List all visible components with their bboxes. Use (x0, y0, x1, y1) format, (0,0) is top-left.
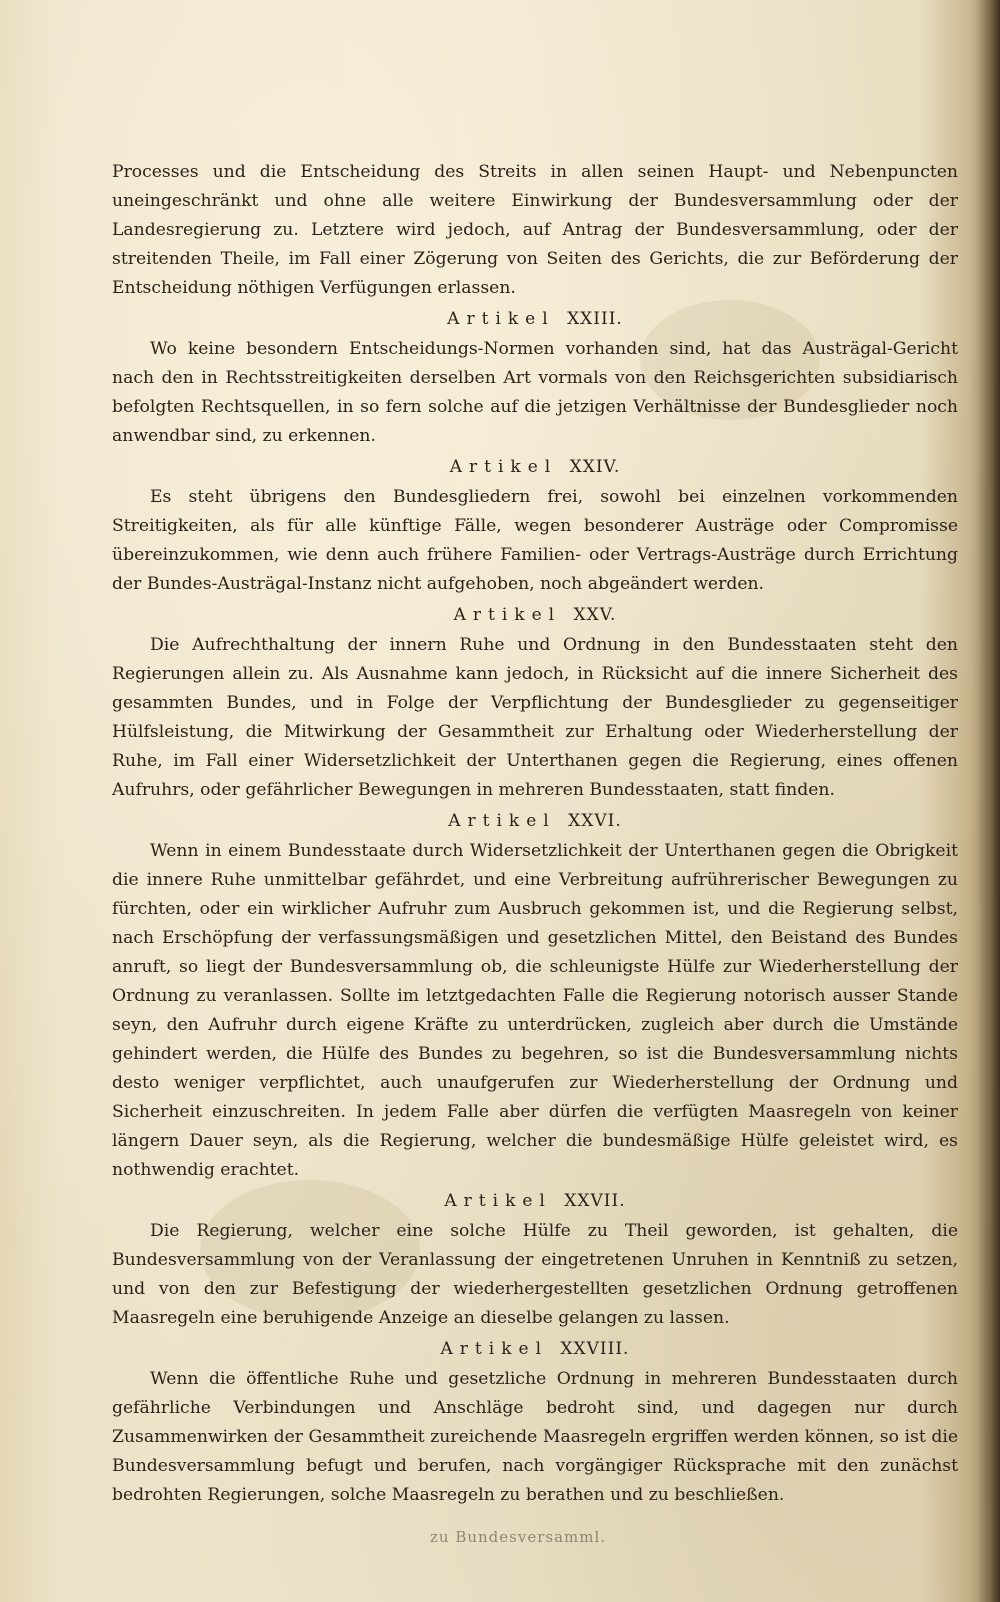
article-heading (112, 807, 958, 836)
article-text: Wo keine besondern Entscheidungs-Normen vorhanden sind, hat das Austrägal-Gericht nach den in Rechtsstreitigkeiten derselben Art vormals von den Reichsgerichten subsidiarisch befolgten Rechtsquellen, in so fern solche auf die jetzigen Verhältnisse der Bundesglieder noch anwendbar sind, zu erkennen. (112, 339, 958, 446)
article-number: XXIII. (567, 309, 623, 329)
article-number: XXV. (573, 605, 617, 625)
intro-paragraph: Processes und die Entscheidung des Streits in allen seinen Haupt- und Nebenpuncten uneingeschränkt und ohne alle weitere Einwirkung der Bundesversammlung oder der Landesregierung zu. Letztere wird jedoch, auf Antrag der Bundesversammlung, oder der streitenden Theile, im Fall einer Zögerung von Seiten des Gerichts, die zur Beförderung der Entscheidung nöthigen Verfügungen erlassen. (112, 162, 958, 298)
article-text: Die Aufrechthaltung der innern Ruhe und Ordnung in den Bundesstaaten steht den Regierungen allein zu. Als Ausnahme kann jedoch, in Rücksicht auf die innere Sicherheit des gesammten Bundes, und in Folge der Verpflichtung der Bundesglieder zu gegenseitiger Hülfsleistung, die Mitwirkung der Gesammtheit zur Erhaltung oder Wiederherstellung der Ruhe, im Fall einer Widersetzlichkeit der Unterthanen gegen die Regierung, eines offenen Aufruhrs, oder gefährlicher Bewegungen in mehreren Bundesstaaten, statt finden. (112, 635, 958, 800)
article-label: Artikel (453, 605, 562, 625)
article-label: Artikel (440, 1339, 549, 1359)
article-number: XXVII. (564, 1191, 626, 1211)
document-body (112, 158, 958, 1510)
binding-shadow (978, 0, 1000, 1602)
article-heading (112, 305, 958, 334)
footer-catchword: zu Bundesversamml. (430, 1528, 607, 1546)
article-25 (112, 601, 958, 805)
article-27 (112, 1187, 958, 1333)
article-label: Artikel (449, 457, 558, 477)
article-heading (112, 453, 958, 482)
article-number: XXVIII. (560, 1339, 630, 1359)
article-heading (112, 1335, 958, 1364)
article-text: Wenn die öffentliche Ruhe und gesetzliche Ordnung in mehreren Bundesstaaten durch gefährliche Verbindungen und Anschläge bedroht sind, und dagegen nur durch Zusammenwirken der Gesammtheit zureichende Maasregeln ergriffen werden können, so ist die Bundesversammlung befugt und berufen, nach vorgängiger Rücksprache mit den zunächst bedrohten Regierungen, solche Maasregeln zu berathen und zu beschließen. (112, 1369, 958, 1505)
article-label: Artikel (447, 309, 555, 329)
article-heading (112, 601, 958, 630)
article-text: Wenn in einem Bundesstaate durch Widersetzlichkeit der Unterthanen gegen die Obrigkeit die innere Ruhe unmittelbar gefährdet, und eine Verbreitung aufrührerischer Bewegungen zu fürchten, oder ein wirklicher Aufruhr zum Ausbruch gekommen ist, und die Regierung selbst, nach Erschöpfung der verfassungsmäßigen und gesetzlichen Mittel, den Beistand des Bundes anruft, so liegt der Bundesversammlung ob, die schleunigste Hülfe zur Wiederherstellung der Ordnung zu veranlassen. Sollte im letztgedachten Falle die Regierung notorisch ausser Stande seyn, den Aufruhr durch eigene Kräfte zu unterdrücken, zugleich aber durch die Umstände gehindert werden, die Hülfe des Bundes zu begehren, so ist die Bundesversammlung nichts desto weniger verpflichtet, auch unaufgerufen zur Wiederherstellung der Ordnung und Sicherheit einzuschreiten. In jedem Falle aber dürfen die verfügten Maasregeln von keiner längern Dauer seyn, als die Regierung, welcher die bundesmäßige Hülfe geleistet wird, es nothwendig erachtet. (112, 841, 958, 1180)
article-23 (112, 305, 958, 451)
article-number: XXIV. (569, 457, 621, 477)
article-label: Artikel (444, 1191, 552, 1211)
article-heading (112, 1187, 958, 1216)
article-number: XXVI. (568, 811, 622, 831)
article-28 (112, 1335, 958, 1510)
article-label: Artikel (448, 811, 556, 831)
article-text: Es steht übrigens den Bundesgliedern frei, sowohl bei einzelnen vorkommenden Streitigkeiten, als für alle künftige Fälle, wegen besonderer Austräge oder Compromisse übereinzukommen, wie denn auch frühere Familien- oder Vertrags-Austräge durch Errichtung der Bundes-Austrägal-Instanz nicht aufgehoben, noch abgeändert werden. (112, 487, 958, 594)
article-24 (112, 453, 958, 599)
article-text: Die Regierung, welcher eine solche Hülfe zu Theil geworden, ist gehalten, die Bundesversammlung von der Veranlassung der eingetretenen Unruhen in Kenntniß zu setzen, und von den zur Befestigung der wiederhergestellten gesetzlichen Ordnung getroffenen Maasregeln eine beruhigende Anzeige an dieselbe gelangen zu lassen. (112, 1221, 958, 1328)
article-26 (112, 807, 958, 1185)
